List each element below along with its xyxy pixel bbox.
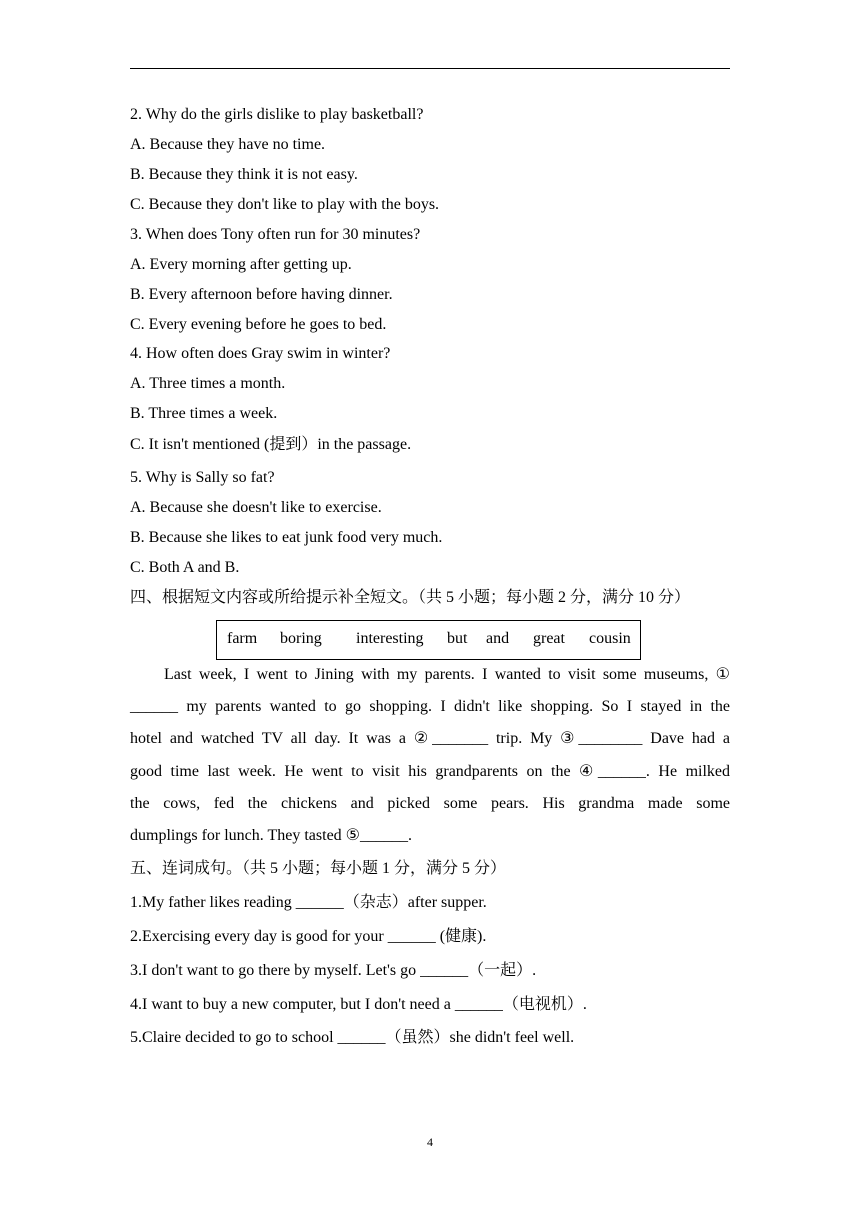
section-5-item-4: 4.I want to buy a new computer, but I don't need a ______（电视机）. — [130, 996, 587, 1013]
question-5: 5. Why is Sally so fat? — [130, 469, 275, 486]
section-5-item-3: 3.I don't want to go there by myself. Let's go ______（一起）. — [130, 962, 537, 979]
question-2-option-a: A. Because they have no time. — [130, 136, 326, 153]
question-3-option-a: A. Every morning after getting up. — [130, 256, 352, 273]
question-2-option-b: B. Because they think it is not easy. — [130, 166, 358, 183]
word-bank-word: boring — [280, 630, 322, 647]
question-5-option-c: C. Both A and B. — [130, 559, 240, 576]
word-bank-word: but — [447, 630, 468, 647]
header-rule — [130, 68, 730, 69]
question-5-option-b: B. Because she likes to eat junk food very much. — [130, 529, 443, 546]
passage-line-4: good time last week. He went to visit his grandparents on the ④______. He milked — [130, 763, 730, 780]
question-3-option-b: B. Every afternoon before having dinner. — [130, 286, 393, 303]
passage-line-1: Last week, I went to Jining with my parents. I wanted to visit some museums, ① — [164, 666, 730, 683]
question-5-option-a: A. Because she doesn't like to exercise. — [130, 499, 382, 516]
passage-line-6: dumplings for lunch. They tasted ⑤______. — [130, 827, 413, 844]
section-5-heading: 五、连词成句。（共 5 小题；每小题 1 分，满分 5 分） — [130, 860, 507, 877]
question-4: 4. How often does Gray swim in winter? — [130, 345, 391, 362]
section-5-item-2: 2.Exercising every day is good for your ______ (健康). — [130, 928, 487, 945]
word-bank-box — [216, 620, 641, 660]
section-5-item-5: 5.Claire decided to go to school ______（虽然）she didn't feel well. — [130, 1029, 575, 1046]
word-bank-word: and — [486, 630, 510, 647]
word-bank-word: cousin — [589, 630, 631, 647]
question-4-option-c: C. It isn't mentioned (提到）in the passage. — [130, 436, 412, 453]
word-bank-word: interesting — [356, 630, 424, 647]
question-2-option-c: C. Because they don't like to play with the boys. — [130, 196, 440, 213]
question-4-option-a: A. Three times a month. — [130, 375, 286, 392]
word-bank-word: farm — [227, 630, 258, 647]
section-4-heading: 四、根据短文内容或所给提示补全短文。（共 5 小题；每小题 2 分，满分 10 分） — [130, 589, 691, 606]
question-4-option-b: B. Three times a week. — [130, 405, 278, 422]
question-2: 2. Why do the girls dislike to play basketball? — [130, 106, 424, 123]
passage-line-5: the cows, fed the chickens and picked some pears. His grandma made some — [130, 795, 730, 812]
page-number: 4 — [427, 1135, 433, 1149]
question-3: 3. When does Tony often run for 30 minutes? — [130, 226, 421, 243]
question-3-option-c: C. Every evening before he goes to bed. — [130, 316, 387, 333]
section-5-item-1: 1.My father likes reading ______（杂志）after supper. — [130, 894, 487, 911]
word-bank-word: great — [533, 630, 565, 647]
passage-line-2: ______ my parents wanted to go shopping. I didn't like shopping. So I stayed in the — [130, 698, 730, 715]
passage-line-3: hotel and watched TV all day. It was a ②_______ trip. My ③________ Dave had a — [130, 730, 730, 747]
